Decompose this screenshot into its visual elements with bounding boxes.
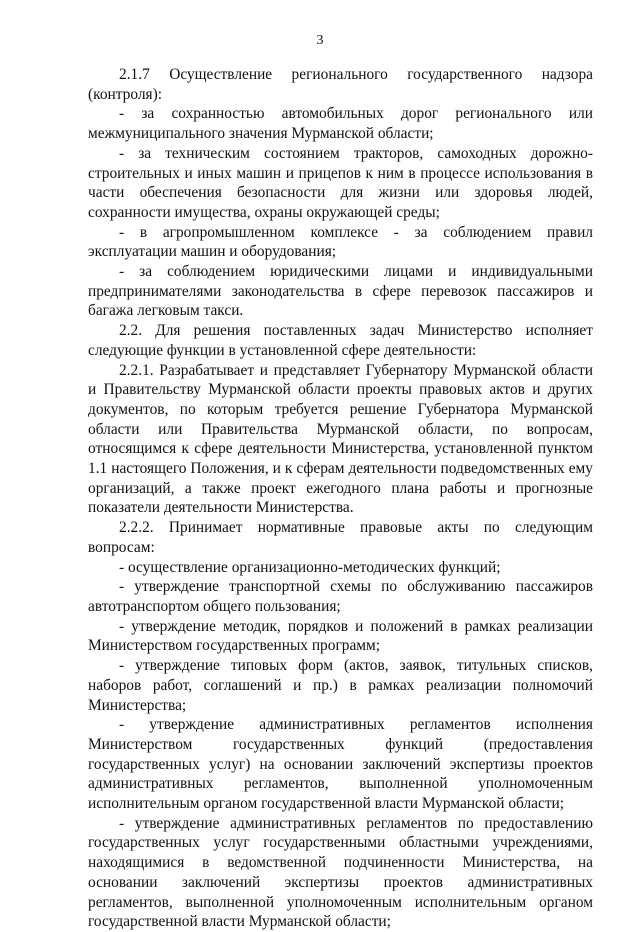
paragraph-machinery-supervision: - за техническим состоянием тракторов, самоходных дорожно-строительных и иных машин и прицепов к ним в процессе использования в части обеспечения безопасности для жизни или здоровья людей, сохранности имущества, охраны окружающей среды; — [88, 144, 593, 221]
paragraph-2-2-1: 2.2.1. Разрабатывает и представляет Губернатору Мурманской области и Правительству Мурманской области проекты правовых актов и других документов, по которым требуется решение Губернатора Мурманской области или Правительства Мурманской области, по вопросам, относящимся к сфере деятельности Министерства, установленной пунктом 1.1 настоящего Положения, и к сферам деятельности подведомственных ему организаций, а также проект ежегодного плана работы и прогнозные показатели деятельности Министерства. — [88, 361, 593, 517]
list-item-admin-regulations-services: - утверждение административных регламентов по предоставлению государственных услуг государственными областными учреждениями, находящимися в ведомственной подчиненности Министерства, на основании заключений экспертизы проектов административных регламентов, выполненной уполномоченным исполнительным органом государственной власти Мурманской области; — [88, 814, 593, 931]
paragraph-2-2: 2.2. Для решения поставленных задач Министерство исполняет следующие функции в установленной сфере деятельности: — [88, 322, 593, 359]
list-item-org-methodical: - осуществление организационно-методических функций; — [119, 558, 501, 576]
paragraph-2-1-7-heading: 2.1.7 Осуществление регионального государственного надзора (контроля): — [88, 66, 593, 103]
list-item-transport-scheme: - утверждение транспортной схемы по обслуживанию пассажиров автотранспортом общего пользования; — [88, 578, 593, 615]
list-item-admin-regulations-functions: - утверждение административных регламентов исполнения Министерством государственных функций (предоставления государственных услуг) на основании заключений экспертизы проектов административных регламентов, выполненной уполномоченным исполнительным органом государственной власти Мурманской области; — [88, 716, 593, 813]
list-item-typical-forms: - утверждение типовых форм (актов, заявок, титульных списков, наборов работ, соглашений и пр.) в рамках реализации полномочий Министерства; — [88, 657, 593, 714]
list-item-methods: - утверждение методик, порядков и положений в рамках реализации Министерством государственных программ; — [88, 617, 593, 655]
paragraph-agro-supervision: - в агропромышленном комплексе - за соблюдением правил эксплуатации машин и оборудования; — [88, 223, 593, 261]
paragraph-roads-supervision: - за сохранностью автомобильных дорог регионального или межмуниципального значения Мурманской области; — [88, 105, 593, 143]
paragraph-2-2-2: 2.2.2. Принимает нормативные правовые акты по следующим вопросам: — [88, 519, 593, 556]
document-body — [88, 65, 593, 932]
page-number: 3 — [316, 33, 324, 48]
paragraph-taxi-supervision: - за соблюдением юридическими лицами и индивидуальными предпринимателями законодательства в сфере перевозок пассажиров и багажа легковым такси. — [88, 263, 593, 320]
